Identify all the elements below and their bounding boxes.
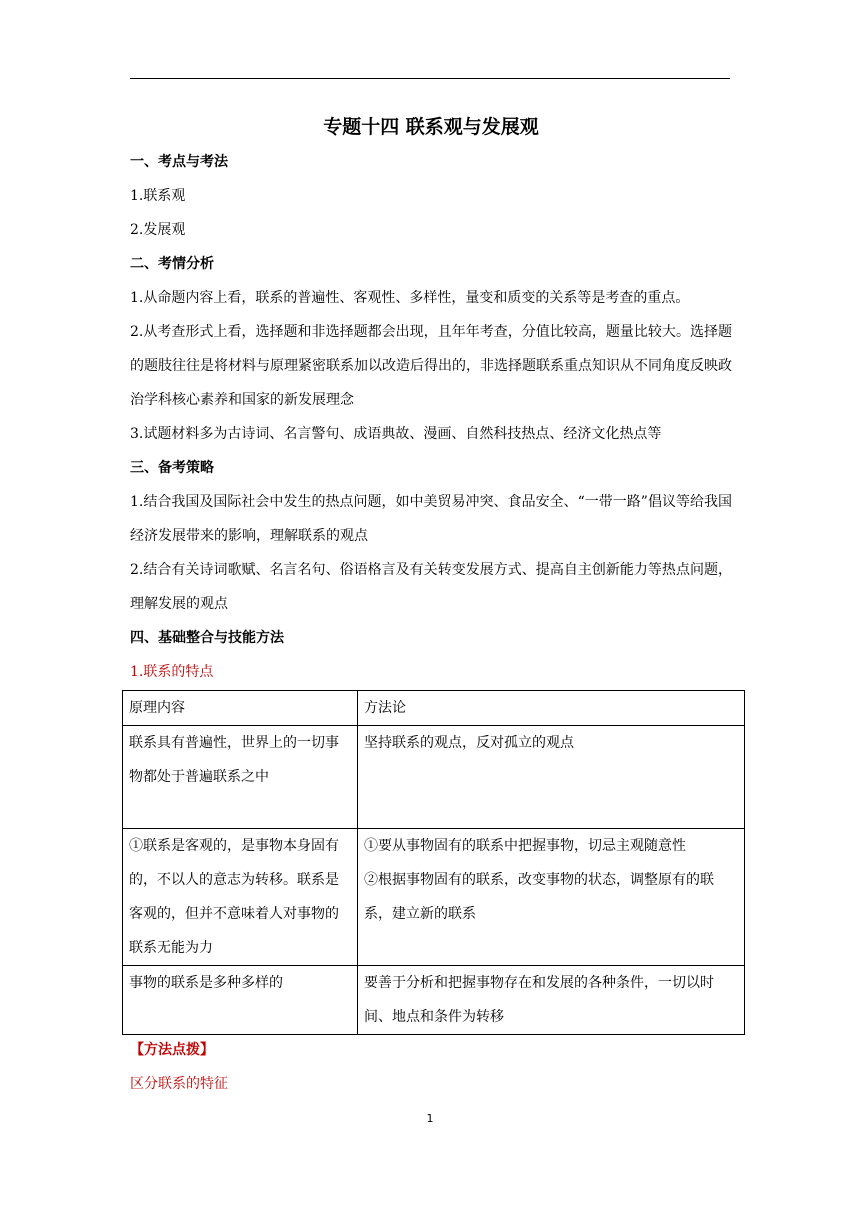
page-number: 1 <box>426 1112 434 1125</box>
list-item: 2.发展观 <box>130 222 186 238</box>
table-header-row <box>123 691 745 726</box>
paragraph: 2.结合有关诗词歌赋、名言名句、俗语格言及有关转变发展方式、提高自主创新能力等热点问题，理解发展的观点 <box>130 562 732 612</box>
table-header-cell: 原理内容 <box>123 691 358 726</box>
method-line: ②根据事物固有的联系，改变事物的状态，调整原有的联系，建立新的联系 <box>364 872 714 922</box>
table-cell <box>358 829 745 966</box>
list-item: 1.联系观 <box>130 188 186 204</box>
paragraph: 2.从考查形式上看，选择题和非选择题都会出现，且年年考查，分值比较高，题量比较大。选择题的题肢往往是将材料与原理紧密联系加以改造后得出的，非选择题联系重点知识从不同角度反映政治学科核心素养和国家的新发展理念 <box>130 324 732 408</box>
table-cell: 要善于分析和把握事物存在和发展的各种条件，一切以时间、地点和条件为转移 <box>358 966 745 1035</box>
table-row <box>123 966 745 1035</box>
table-cell: 联系具有普遍性，世界上的一切事物都处于普遍联系之中 <box>123 726 358 829</box>
paragraph: 1.结合我国及国际社会中发生的热点问题，如中美贸易冲突、食品安全、“一带一路”倡议等给我国经济发展带来的影响，理解联系的观点 <box>130 494 732 544</box>
method-tip <box>130 1040 730 1108</box>
header-rule <box>130 78 730 79</box>
section-heading-2: 二、考情分析 <box>130 256 214 272</box>
method-line: ①要从事物固有的联系中把握事物，切忌主观随意性 <box>364 838 686 854</box>
document-title: 专题十四 联系观与发展观 <box>323 116 539 138</box>
table-cell: 事物的联系是多种多样的 <box>123 966 358 1035</box>
table-row <box>123 726 745 829</box>
document-body <box>130 112 732 696</box>
paragraph: 1.从命题内容上看，联系的普遍性、客观性、多样性，量变和质变的关系等是考查的重点。 <box>130 290 690 306</box>
tip-label: 【方法点拨】 <box>130 1042 214 1058</box>
subsection-heading: 1.联系的特点 <box>130 664 214 680</box>
section-heading-3: 三、备考策略 <box>130 460 214 476</box>
table-cell: ①联系是客观的，是事物本身固有的，不以人的意志为转移。联系是客观的，但并不意味着人对事物的联系无能为力 <box>123 829 358 966</box>
section-heading-4: 四、基础整合与技能方法 <box>130 630 284 646</box>
table-cell: 坚持联系的观点，反对孤立的观点 <box>358 726 745 829</box>
tip-text: 区分联系的特征 <box>130 1076 228 1092</box>
paragraph: 3.试题材料多为古诗词、名言警句、成语典故、漫画、自然科技热点、经济文化热点等 <box>130 426 662 442</box>
principle-table <box>122 690 745 1035</box>
table-row <box>123 829 745 966</box>
section-heading-1: 一、考点与考法 <box>130 154 228 170</box>
table-header-cell: 方法论 <box>358 691 745 726</box>
